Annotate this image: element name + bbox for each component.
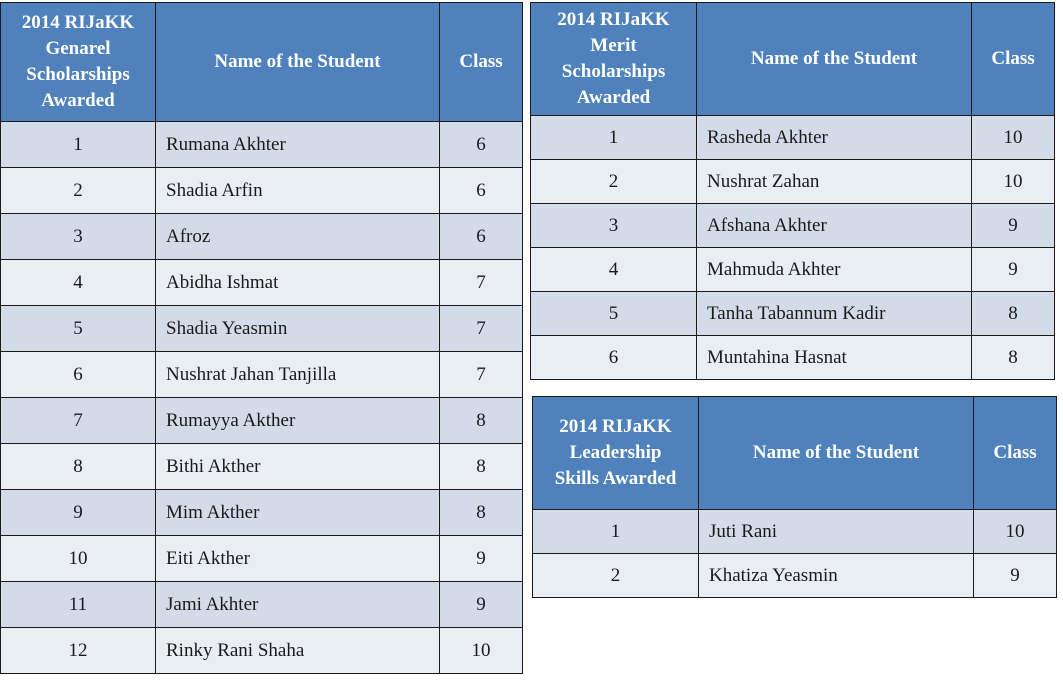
table-row <box>1 214 523 260</box>
table-row <box>531 248 1055 292</box>
student-name-cell: Mahmuda Akhter <box>697 248 972 292</box>
table-row <box>1 352 523 398</box>
class-cell: 6 <box>440 122 523 168</box>
serial-cell: 2 <box>533 554 699 598</box>
class-cell: 6 <box>440 214 523 260</box>
class-cell: 8 <box>972 336 1055 380</box>
serial-cell: 3 <box>531 204 697 248</box>
table-row <box>531 292 1055 336</box>
table-row <box>531 160 1055 204</box>
student-name-cell: Shadia Arfin <box>156 168 440 214</box>
student-name-cell: Muntahina Hasnat <box>697 336 972 380</box>
class-cell: 9 <box>440 582 523 628</box>
serial-cell: 3 <box>1 214 156 260</box>
student-name-cell: Juti Rani <box>699 510 974 554</box>
table-header-row <box>533 397 1057 510</box>
table-row <box>533 510 1057 554</box>
table-row <box>533 554 1057 598</box>
serial-cell: 7 <box>1 398 156 444</box>
student-name-cell: Afroz <box>156 214 440 260</box>
serial-cell: 10 <box>1 536 156 582</box>
serial-cell: 1 <box>1 122 156 168</box>
student-name-cell: Rumayya Akther <box>156 398 440 444</box>
name-column-header: Name of the Student <box>156 3 440 122</box>
student-name-cell: Shadia Yeasmin <box>156 306 440 352</box>
class-cell: 8 <box>440 444 523 490</box>
class-cell: 9 <box>440 536 523 582</box>
student-name-cell: Nushrat Zahan <box>697 160 972 204</box>
table-header-row <box>1 3 523 122</box>
table-row <box>1 444 523 490</box>
leadership-skills-table <box>532 396 1057 598</box>
serial-cell: 4 <box>531 248 697 292</box>
student-name-cell: Rinky Rani Shaha <box>156 628 440 674</box>
class-cell: 7 <box>440 352 523 398</box>
class-cell: 6 <box>440 168 523 214</box>
class-cell: 7 <box>440 306 523 352</box>
student-name-cell: Nushrat Jahan Tanjilla <box>156 352 440 398</box>
class-cell: 8 <box>440 490 523 536</box>
class-column-header: Class <box>972 3 1055 116</box>
student-name-cell: Bithi Akther <box>156 444 440 490</box>
serial-cell: 2 <box>531 160 697 204</box>
serial-cell: 2 <box>1 168 156 214</box>
class-cell: 10 <box>972 160 1055 204</box>
table-row <box>1 490 523 536</box>
student-name-cell: Rumana Akhter <box>156 122 440 168</box>
class-cell: 10 <box>974 510 1057 554</box>
serial-cell: 9 <box>1 490 156 536</box>
class-cell: 9 <box>972 248 1055 292</box>
student-name-cell: Afshana Akhter <box>697 204 972 248</box>
class-cell: 10 <box>972 116 1055 160</box>
general-title-header: 2014 RIJaKK Genarel Scholarships Awarded <box>1 3 156 122</box>
serial-cell: 5 <box>531 292 697 336</box>
student-name-cell: Jami Akhter <box>156 582 440 628</box>
table-row <box>1 306 523 352</box>
general-scholarships-table <box>0 2 523 674</box>
class-cell: 9 <box>974 554 1057 598</box>
class-column-header: Class <box>440 3 523 122</box>
serial-cell: 1 <box>531 116 697 160</box>
table-row <box>531 336 1055 380</box>
serial-cell: 1 <box>533 510 699 554</box>
merit-scholarships-table <box>530 2 1055 380</box>
class-cell: 8 <box>972 292 1055 336</box>
serial-cell: 11 <box>1 582 156 628</box>
serial-cell: 8 <box>1 444 156 490</box>
class-cell: 10 <box>440 628 523 674</box>
table-header-row <box>531 3 1055 116</box>
table-row <box>1 122 523 168</box>
merit-title-header: 2014 RIJaKK Merit Scholarships Awarded <box>531 3 697 116</box>
table-row <box>531 204 1055 248</box>
table-row <box>1 168 523 214</box>
student-name-cell: Eiti Akther <box>156 536 440 582</box>
class-column-header: Class <box>974 397 1057 510</box>
serial-cell: 6 <box>531 336 697 380</box>
name-column-header: Name of the Student <box>699 397 974 510</box>
serial-cell: 4 <box>1 260 156 306</box>
class-cell: 9 <box>972 204 1055 248</box>
student-name-cell: Abidha Ishmat <box>156 260 440 306</box>
student-name-cell: Tanha Tabannum Kadir <box>697 292 972 336</box>
student-name-cell: Rasheda Akhter <box>697 116 972 160</box>
table-row <box>531 116 1055 160</box>
table-row <box>1 260 523 306</box>
table-row <box>1 582 523 628</box>
serial-cell: 12 <box>1 628 156 674</box>
table-row <box>1 398 523 444</box>
class-cell: 8 <box>440 398 523 444</box>
serial-cell: 5 <box>1 306 156 352</box>
student-name-cell: Khatiza Yeasmin <box>699 554 974 598</box>
table-row <box>1 536 523 582</box>
student-name-cell: Mim Akther <box>156 490 440 536</box>
name-column-header: Name of the Student <box>697 3 972 116</box>
leadership-title-header: 2014 RIJaKK Leadership Skills Awarded <box>533 397 699 510</box>
class-cell: 7 <box>440 260 523 306</box>
table-row <box>1 628 523 674</box>
serial-cell: 6 <box>1 352 156 398</box>
